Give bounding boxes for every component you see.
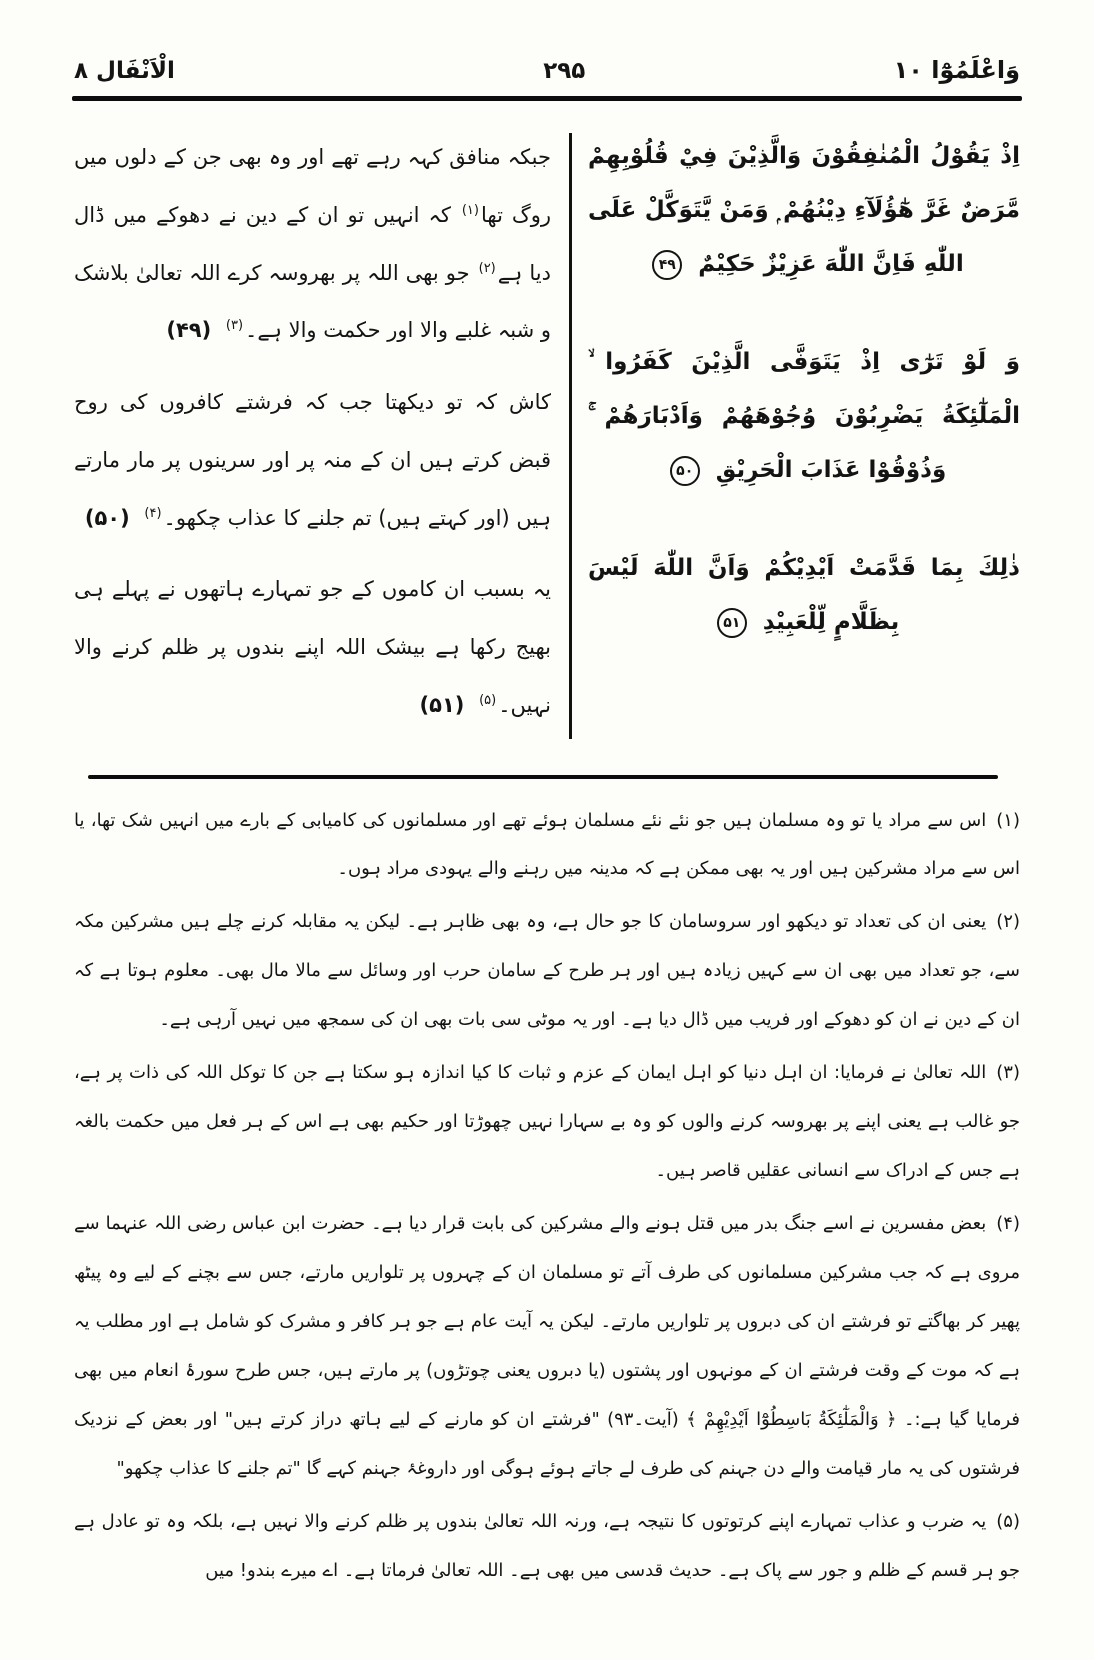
main-content	[0, 101, 1094, 749]
footnote-marker: (۳)	[996, 1062, 1020, 1084]
quran-arabic-column	[588, 129, 1020, 749]
footnote-ref-5: (۵)	[479, 692, 497, 708]
footnote-ref-2: (۲)	[478, 260, 496, 276]
footnote-marker: (۵)	[996, 1510, 1020, 1532]
footnote-ref-3: (۳)	[225, 318, 244, 334]
footnote-text: یہ ضرب و عذاب تمہارے اپنے کرتوتوں کا نتیجہ ہے، ورنہ اللہ تعالیٰ بندوں پر ظلم کرنے والا نہیں ہے، بلکہ وہ تو عادل ہے جو ہر قسم کے ظلم و جور سے پاک ہے۔ حدیث قدسی میں بھی ہے۔ اللہ تعالیٰ فرماتا ہے۔ اے میرے بندو! میں	[74, 1510, 1020, 1581]
footnote-2	[74, 898, 1020, 1045]
translation-text: کہ انہیں تو ان کے دین نے دھوکے میں ڈال دیا ہے	[74, 202, 551, 285]
footnote-text: اللہ تعالیٰ نے فرمایا: ان اہل دنیا کو اہل ایمان کے عزم و ثبات کا کیا اندازہ ہو سکتا ہے جن کا توکل اللہ کی ذات پر ہے، جو غالب ہے یعنی اپنے پر بھروسہ کرنے والوں کو وہ بے سہارا نہیں چھوڑتا اور حکیم بھی ہے اس کے ہر فعل میں حکمت بالغہ ہے جس کے ادراک سے انسانی عقلیں قاصر ہیں۔	[74, 1062, 1020, 1182]
footnote-4	[74, 1200, 1020, 1494]
translation-verse-51	[74, 561, 551, 734]
footnote-text: یعنی ان کی تعداد تو دیکھو اور سروسامان کا جو حال ہے، وہ بھی ظاہر ہے۔ لیکن یہ مقابلہ کرنے چلے ہیں مشرکین مکہ سے، جو تعداد میں بھی ان سے کہیں زیادہ ہیں اور ہر طرح کے سامان حرب اور وسائل سے مالا مال بھی۔ معلوم ہوتا ہے کہ ان کے دین نے ان کو دھوکے اور فریب میں ڈال دیا ہے۔ اور یہ موٹی سی بات بھی ان کی سمجھ میں نہیں آرہی ہے۔	[74, 911, 1020, 1031]
translation-text: جبکہ منافق کہہ رہے تھے اور وہ بھی جن کے دلوں میں روگ تھا	[74, 145, 551, 227]
quran-verse-51-text: ذٰلِكَ بِمَا قَدَّمَتْ اَيْدِيْكُمْ وَاَنَّ اللّٰهَ لَيْسَ بِظَلَّامٍ لِّلْعَبِيْدِ	[588, 555, 1020, 636]
verse-end-number: (۴۹)	[166, 318, 212, 343]
column-divider-rule	[569, 133, 572, 739]
footnote-ref-4: (۴)	[144, 505, 162, 521]
juz-marker: وَاعْلَمُوْٓا ۱۰	[893, 56, 1020, 84]
footnote-5	[74, 1498, 1020, 1596]
page-number: ۲۹۵	[543, 58, 586, 84]
translation-verse-49	[74, 129, 551, 360]
footnote-marker: (۲)	[996, 911, 1020, 933]
surah-label: الْاَنْفَال ۸	[74, 58, 175, 84]
translation-text: جو بھی اللہ پر بھروسہ کرے اللہ تعالیٰ بلاشک و شبہ غلبے والا اور حکمت والا ہے۔	[74, 260, 551, 343]
footnote-text: اس سے مراد یا تو وہ مسلمان ہیں جو نئے نئے مسلمان ہوئے تھے اور مسلمانوں کی کامیابی کے بارے میں انہیں شک تھا، یا اس سے مراد مشرکین ہیں اور یہ بھی ممکن ہے کہ مدینہ میں رہنے والے یہودی مراد ہوں۔	[74, 809, 1020, 880]
quran-verse-51	[588, 541, 1020, 649]
quran-verse-50-text: وَ لَوْ تَرٰٓى اِذْ يَتَوَفَّى الَّذِيْنَ كَفَرُوا ۙ الْمَلٰٓئِكَةُ يَضْرِبُوْنَ وُجُوْهَهُمْ وَاَدْبَارَهُمْ ۚ وَذُوْقُوْا عَذَابَ الْحَرِيْقِ	[588, 349, 1020, 484]
translation-verse-50	[74, 374, 551, 547]
footnote-marker: (۱)	[996, 809, 1020, 831]
quran-verse-50	[588, 335, 1020, 497]
ayah-number-medallion: ۴۹	[652, 250, 682, 280]
footnotes-divider-rule	[88, 775, 998, 779]
footnote-text: بعض مفسرین نے اسے جنگ بدر میں قتل ہونے والے مشرکین کی بابت قرار دیا ہے۔ حضرت ابن عباس رضی اللہ عنہما سے مروی ہے کہ جب مشرکین مسلمانوں کی طرف آتے تو مسلمان ان کے چہروں پر تلواریں مارتے، جس سے بچنے کے لیے وہ پیٹھ پھیر کر بھاگتے تو فرشتے ان کی دبروں پر تلواریں مارتے۔ لیکن یہ آیت عام ہے جو ہر کافر و مشرک کو شامل ہے اور مطلب یہ ہے کہ موت کے وقت فرشتے ان کے مونہوں اور پشتوں (یا دبروں یعنی چوتڑوں) پر مارتے ہیں، جس طرح سورۂ انعام میں بھی فرمایا گیا ہے:۔ ﴿ وَالْمَلٰٓئِكَةُ بَاسِطُوْٓا اَيْدِيْهِمْ ﴾ (آیت۔۹۳) "فرشتے ان کو مارنے کے لیے ہاتھ دراز کرتے ہیں" اور بعض کے نزدیک فرشتوں کی یہ مار قیامت والے دن جہنم کی طرف لے جاتے ہوئے ہوگی اور داروغۂ جہنم کہے گا "تم جلنے کا عذاب چکھو"	[74, 1213, 1021, 1479]
footnote-1	[74, 797, 1020, 895]
ayah-number-medallion: ۵۰	[670, 456, 700, 486]
ayah-number-medallion: ۵۱	[717, 608, 747, 638]
footnote-3	[74, 1049, 1020, 1196]
urdu-translation-column	[74, 129, 551, 749]
translation-text: کاش کہ تو دیکھتا جب کہ فرشتے کافروں کی روح قبض کرتے ہیں ان کے منہ پر اور سرینوں پر مار مارتے ہیں (اور کہتے ہیں) تم جلنے کا عذاب چکھو۔	[74, 390, 551, 530]
page-header	[0, 0, 1094, 90]
quran-verse-49-text: اِذْ يَقُوْلُ الْمُنٰفِقُوْنَ وَالَّذِيْنَ فِيْ قُلُوْبِهِمْ مَّرَضٌ غَرَّ هٰٓؤُلَآءِ دِيْنُهُمْ ۭ وَمَنْ يَّتَوَكَّلْ عَلَى اللّٰهِ فَاِنَّ اللّٰهَ عَزِيْزٌ حَكِيْمٌ	[588, 143, 1020, 278]
quran-verse-49	[588, 129, 1020, 291]
footnotes-section	[0, 797, 1094, 1596]
footnote-marker: (۴)	[996, 1213, 1020, 1235]
translation-text: یہ بسبب ان کاموں کے جو تمہارے ہاتھوں نے پہلے ہی بھیج رکھا ہے بیشک اللہ اپنے بندوں پر ظلم کرنے والا نہیں۔	[74, 577, 551, 717]
verse-end-number: (۵۰)	[84, 505, 130, 530]
verse-end-number: (۵۱)	[419, 692, 465, 717]
footnote-ref-1: (۱)	[461, 202, 479, 218]
